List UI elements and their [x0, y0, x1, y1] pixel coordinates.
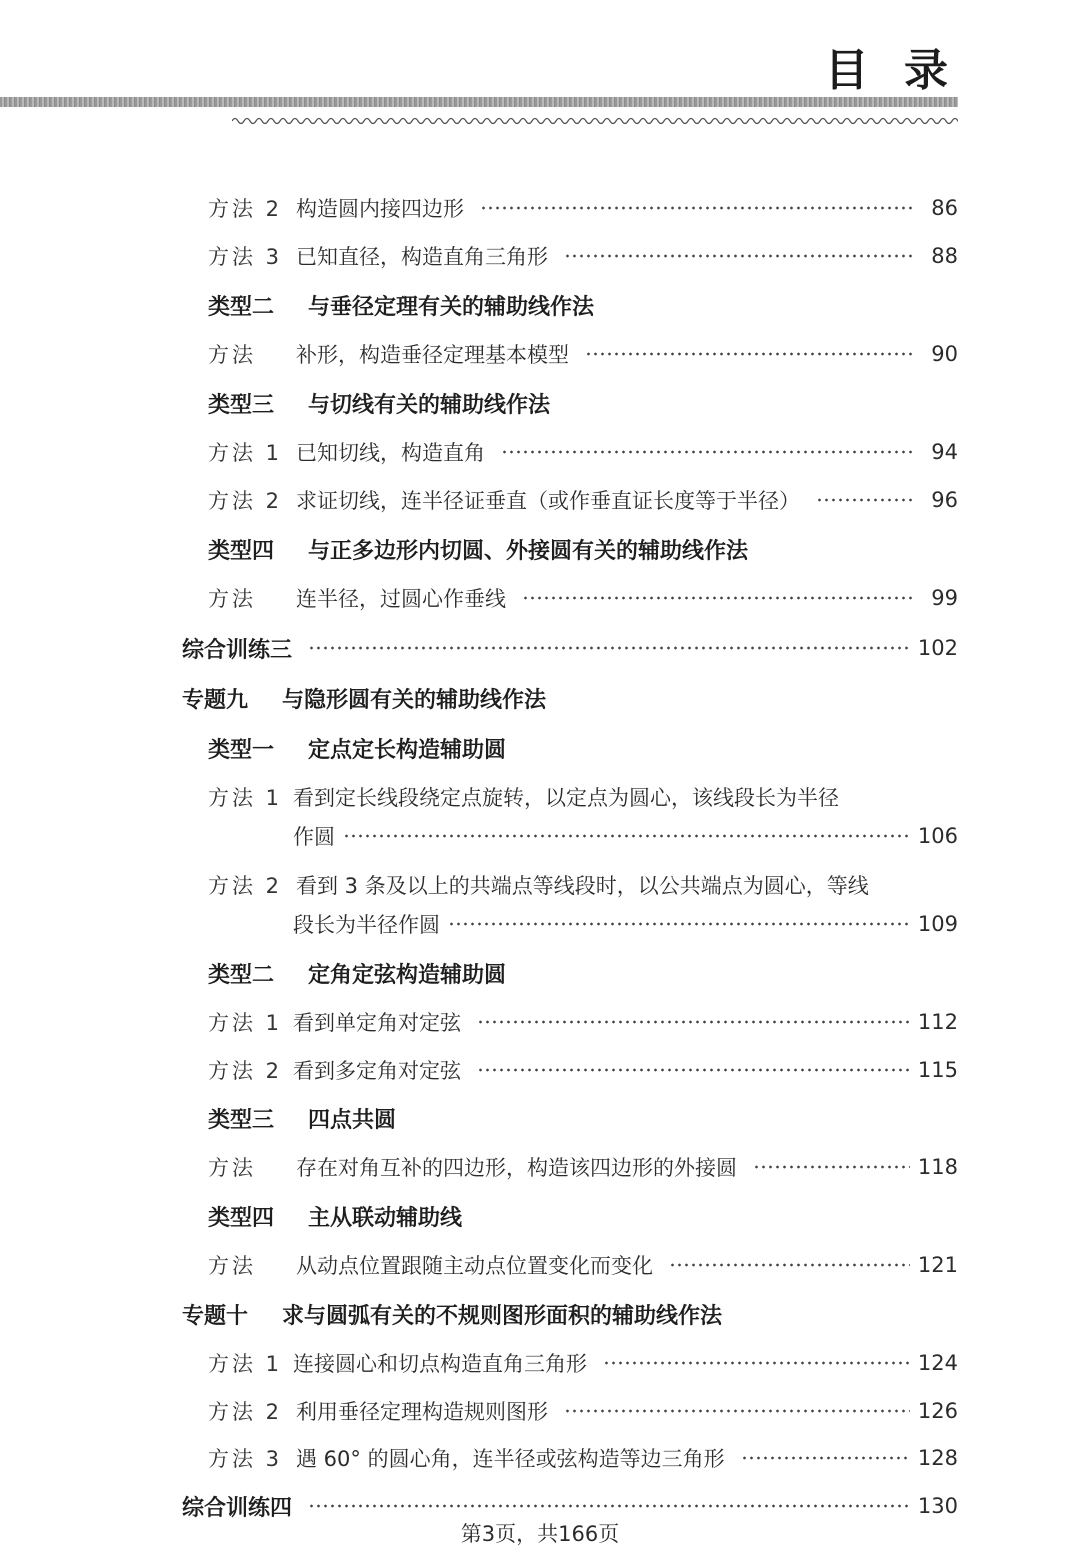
entry-title: 利用垂径定理构造规则图形	[296, 1400, 548, 1424]
toc-entry-method[interactable]	[0, 190, 958, 226]
entry-title: 连接圆心和切点构造直角三角形	[293, 1352, 587, 1376]
page-number: 128	[917, 1446, 958, 1470]
toc-entry-type[interactable]	[0, 1198, 958, 1234]
dot-leader	[753, 1165, 910, 1169]
entry-title: 遇 60° 的圆心角，连半径或弦构造等边三角形	[296, 1447, 725, 1471]
entry-title: 连半径，过圆心作垂线	[296, 587, 506, 611]
type-label: 类型一	[208, 737, 275, 763]
dot-leader	[343, 834, 910, 838]
toc-entry-method[interactable]	[0, 1440, 958, 1476]
entry-title: 补形，构造垂径定理基本模型	[296, 343, 569, 367]
toc-entry-method[interactable]	[0, 1393, 958, 1429]
page-footer: 第3页，共166页	[460, 1522, 620, 1546]
page-number: 94	[931, 440, 958, 464]
method-label: 方法 3	[208, 245, 283, 269]
type-label: 类型四	[208, 1205, 275, 1231]
page-number: 118	[917, 1155, 958, 1179]
method-label: 方法 2	[208, 874, 283, 898]
entry-title-continued: 作圆	[293, 825, 335, 849]
toc-entry-method[interactable]	[0, 482, 958, 518]
toc-entry-continuation[interactable]	[0, 818, 958, 854]
page-number: 124	[917, 1351, 958, 1375]
toc-entry-type[interactable]	[0, 531, 958, 567]
page-number: 109	[917, 912, 958, 936]
toc-entry-type[interactable]	[0, 1100, 958, 1136]
method-label: 方法 3	[208, 1447, 283, 1471]
toc-entry-method[interactable]	[0, 1345, 958, 1381]
type-label: 类型三	[208, 1107, 275, 1133]
page-number: 126	[917, 1399, 958, 1423]
entry-title: 看到定长线段绕定点旋转，以定点为圆心，该线段长为半径	[293, 786, 839, 810]
toc-entry-method[interactable]	[0, 336, 958, 372]
type-title: 定角定弦构造辅助圆	[308, 962, 507, 988]
topic-title: 与隐形圆有关的辅助线作法	[282, 687, 547, 713]
method-label: 方法	[208, 587, 256, 611]
dot-leader	[480, 206, 914, 210]
page-number: 112	[917, 1010, 958, 1034]
page-number: 115	[917, 1058, 958, 1082]
toc-entry-method[interactable]	[0, 434, 958, 470]
method-label: 方法	[208, 1254, 256, 1278]
entry-title: 看到单定角对定弦	[293, 1011, 461, 1035]
type-title: 与切线有关的辅助线作法	[308, 392, 551, 418]
dot-leader	[564, 1409, 910, 1413]
page-number: 106	[917, 824, 958, 848]
toc-entry-type[interactable]	[0, 385, 958, 421]
type-title: 与垂径定理有关的辅助线作法	[308, 294, 595, 320]
dot-leader	[448, 922, 910, 926]
type-label: 类型二	[208, 962, 275, 988]
type-label: 类型三	[208, 392, 275, 418]
method-label: 方法 2	[208, 1059, 283, 1083]
dot-leader	[564, 254, 914, 258]
toc-entry-method[interactable]	[0, 1052, 958, 1088]
toc-entry-method[interactable]	[0, 238, 958, 274]
method-label: 方法 1	[208, 1352, 283, 1376]
toc-entry-type[interactable]	[0, 955, 958, 991]
dot-leader	[522, 596, 914, 600]
method-label: 方法 2	[208, 197, 283, 221]
entry-title: 存在对角互补的四边形，构造该四边形的外接圆	[296, 1156, 737, 1180]
method-label: 方法	[208, 343, 256, 367]
dot-leader	[477, 1020, 910, 1024]
toc-entry-type[interactable]	[0, 287, 958, 323]
toc-entry-type[interactable]	[0, 730, 958, 766]
toc-entry-topic[interactable]	[0, 1296, 958, 1332]
type-title: 与正多边形内切圆、外接圆有关的辅助线作法	[308, 538, 749, 564]
toc-entry-method[interactable]	[0, 580, 958, 616]
topic-title: 求与圆弧有关的不规则图形面积的辅助线作法	[282, 1303, 723, 1329]
dot-leader	[308, 646, 910, 650]
header-bar	[0, 97, 958, 107]
entry-title: 已知直径，构造直角三角形	[296, 245, 548, 269]
topic-label: 专题十	[182, 1303, 249, 1329]
page-number: 99	[931, 586, 958, 610]
header-wave-rule	[232, 115, 958, 127]
entry-title: 已知切线，构造直角	[296, 441, 485, 465]
topic-label: 专题九	[182, 687, 249, 713]
entry-title: 求证切线，连半径证垂直（或作垂直证长度等于半径）	[296, 489, 800, 513]
entry-title: 从动点位置跟随主动点位置变化而变化	[296, 1254, 653, 1278]
page-title: 目 录	[824, 45, 958, 96]
toc-entry-method[interactable]	[0, 867, 958, 903]
method-label: 方法 2	[208, 1400, 283, 1424]
dot-leader	[816, 498, 914, 502]
toc-entry-method[interactable]	[0, 1004, 958, 1040]
dot-leader	[585, 352, 914, 356]
entry-title: 看到多定角对定弦	[293, 1059, 461, 1083]
dot-leader	[501, 450, 914, 454]
method-label: 方法	[208, 1156, 256, 1180]
toc-entry-method[interactable]	[0, 779, 958, 815]
dot-leader	[477, 1068, 910, 1072]
method-label: 方法 2	[208, 489, 283, 513]
type-title: 四点共圆	[308, 1107, 397, 1133]
entry-title: 构造圆内接四边形	[296, 197, 464, 221]
page-number: 121	[917, 1253, 958, 1277]
page-number: 102	[917, 636, 958, 660]
toc-entry-method[interactable]	[0, 1149, 958, 1185]
toc-entry-continuation[interactable]	[0, 906, 958, 942]
toc-entry-review[interactable]	[0, 630, 958, 666]
method-label: 方法 1	[208, 441, 283, 465]
dot-leader	[741, 1456, 910, 1460]
entry-title-continued: 段长为半径作圆	[293, 913, 440, 937]
toc-entry-topic[interactable]	[0, 680, 958, 716]
page-number: 86	[931, 196, 958, 220]
type-label: 类型四	[208, 538, 275, 564]
method-label: 方法 1	[208, 1011, 283, 1035]
page-number: 96	[931, 488, 958, 512]
page-number: 88	[931, 244, 958, 268]
toc-entry-method[interactable]	[0, 1247, 958, 1283]
type-label: 类型二	[208, 294, 275, 320]
review-title: 综合训练三	[182, 637, 293, 663]
entry-title: 看到 3 条及以上的共端点等线段时，以公共端点为圆心，等线	[296, 874, 869, 898]
type-title: 主从联动辅助线	[308, 1205, 463, 1231]
type-title: 定点定长构造辅助圆	[308, 737, 507, 763]
dot-leader	[603, 1361, 910, 1365]
dot-leader	[308, 1504, 910, 1508]
page-number: 90	[931, 342, 958, 366]
page-number: 130	[917, 1494, 958, 1518]
method-label: 方法 1	[208, 786, 283, 810]
review-title: 综合训练四	[182, 1495, 293, 1521]
dot-leader	[669, 1263, 910, 1267]
